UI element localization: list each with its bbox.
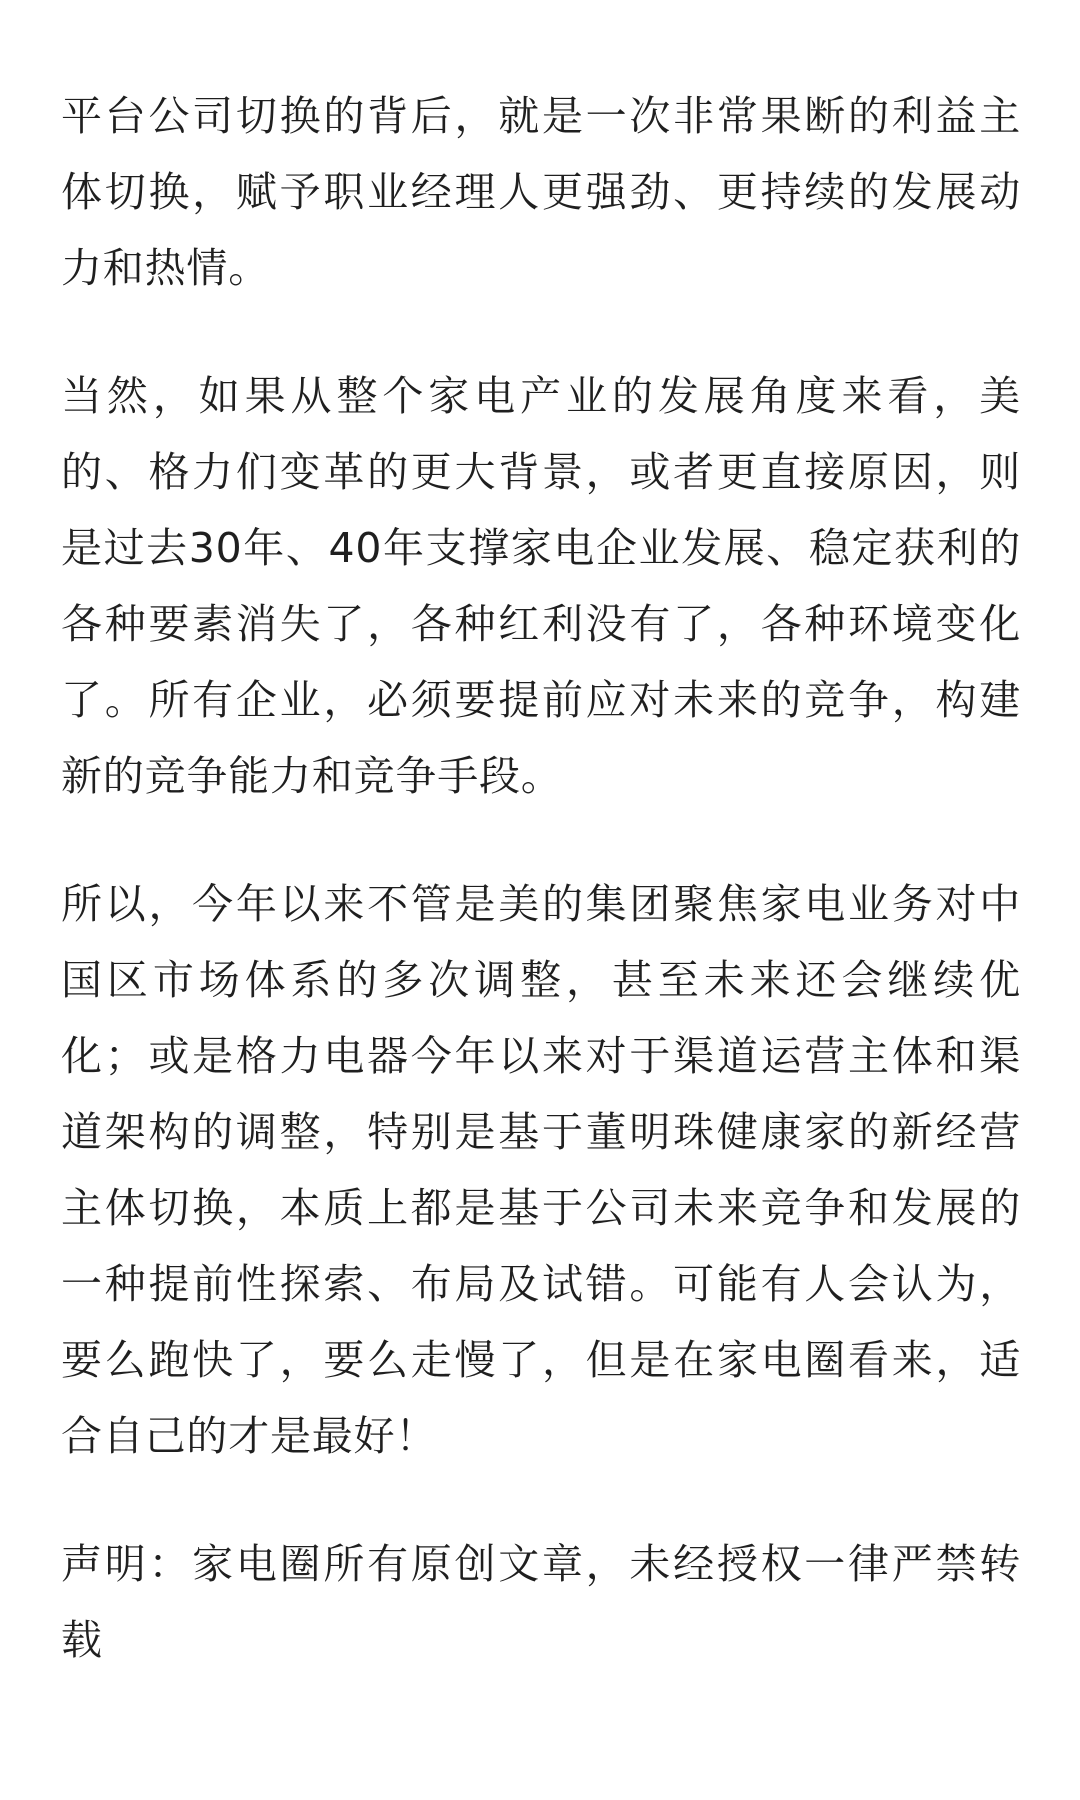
article-paragraph-1: 平台公司切换的背后，就是一次非常果断的利益主体切换，赋予职业经理人更强劲、更持续的发展动力和热情。 bbox=[61, 92, 1021, 292]
article-body bbox=[61, 78, 1021, 1678]
article-paragraph-3: 所以，今年以来不管是美的集团聚焦家电业务对中国区市场体系的多次调整，甚至未来还会继续优化；或是格力电器今年以来对于渠道运营主体和渠道架构的调整，特别是基于董明珠健康家的新经营主体切换，本质上都是基于公司未来竞争和发展的一种提前性探索、布局及试错。可能有人会认为，要么跑快了，要么走慢了，但是在家电圈看来，适合自己的才是最好！ bbox=[61, 880, 1021, 1460]
article-paragraph-2: 当然，如果从整个家电产业的发展角度来看，美的、格力们变革的更大背景，或者更直接原因，则是过去30年、40年支撑家电企业发展、稳定获利的各种要素消失了，各种红利没有了，各种环境变化了。所有企业，必须要提前应对未来的竞争，构建新的竞争能力和竞争手段。 bbox=[61, 372, 1021, 800]
copyright-statement: 声明：家电圈所有原创文章，未经授权一律严禁转载 bbox=[61, 1540, 1021, 1664]
